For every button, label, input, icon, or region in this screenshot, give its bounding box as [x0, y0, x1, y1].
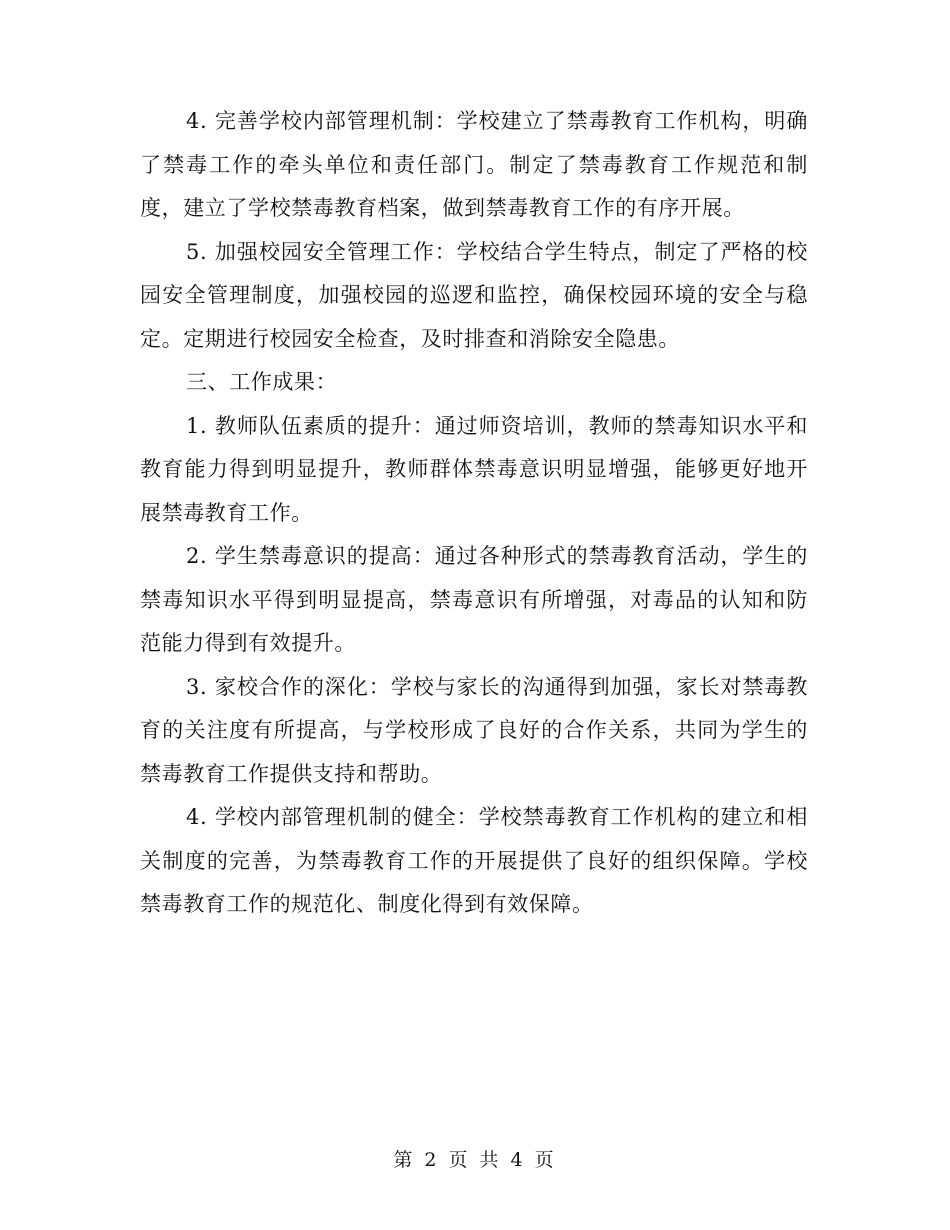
paragraph-result-3-home-school: 3. 家校合作的深化：学校与家长的沟通得到加强，家长对禁毒教育的关注度有所提高，与学校形成了良好的合作关系，共同为学生的禁毒教育工作提供支持和帮助。	[140, 674, 808, 786]
paragraph-result-2-students: 2. 学生禁毒意识的提高：通过各种形式的禁毒教育活动，学生的禁毒知识水平得到明显提高，禁毒意识有所增强，对毒品的认知和防范能力得到有效提升。	[140, 544, 808, 655]
document-body	[140, 100, 808, 927]
paragraph-item-5-campus-safety: 5. 加强校园安全管理工作：学校结合学生特点，制定了严格的校园安全管理制度，加强校园的巡逻和监控，确保校园环境的安全与稳定。定期进行校园安全检查，及时排查和消除安全隐患。	[140, 239, 808, 351]
paragraph-item-4-mechanism: 4. 完善学校内部管理机制：学校建立了禁毒教育工作机构，明确了禁毒工作的牵头单位和责任部门。制定了禁毒教育工作规范和制度，建立了学校禁毒教育档案，做到禁毒教育工作的有序开展。	[140, 109, 808, 220]
paragraph-result-4-management: 4. 学校内部管理机制的健全：学校禁毒教育工作机构的建立和相关制度的完善，为禁毒教育工作的开展提供了良好的组织保障。学校禁毒教育工作的规范化、制度化得到有效保障。	[140, 805, 808, 916]
section-heading-results: 三、工作成果：	[186, 370, 338, 394]
page-number-footer: 第 2 页 共 4 页	[393, 1149, 557, 1171]
paragraph-result-1-teachers: 1. 教师队伍素质的提升：通过师资培训，教师的禁毒知识水平和教育能力得到明显提升，教师群体禁毒意识明显增强，能够更好地开展禁毒教育工作。	[140, 413, 808, 525]
